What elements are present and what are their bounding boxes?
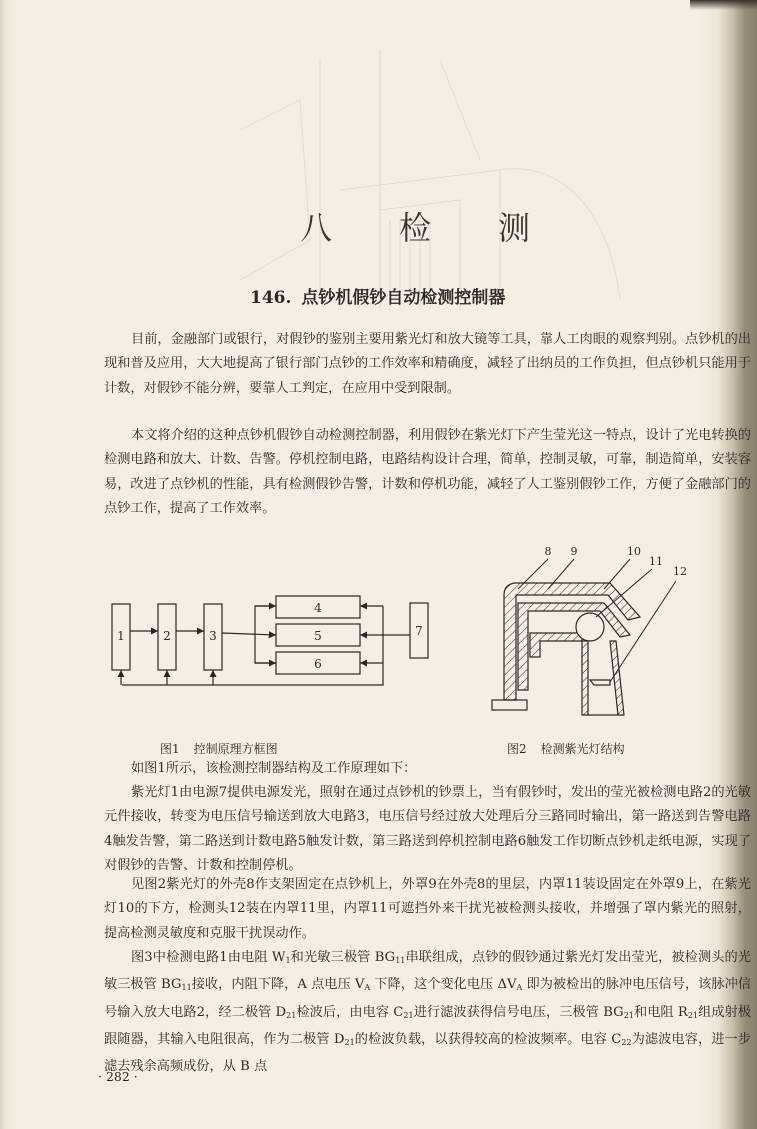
svg-text:7: 7 [415, 624, 423, 638]
svg-text:10: 10 [627, 545, 641, 558]
paragraph-intro: 目前，金融部门或银行，对假钞的鉴别主要用紫光灯和放大镜等工具，靠人工肉眼的观察判别。点钞机的出现和普及应用，大大地提高了银行部门点钞的工作效率和精确度，减轻了出纳员的工作负担，但点钞机只能用于计数，对假钞不能分辨，要靠人工判定，在应用中受到限制。 [104, 332, 751, 396]
figure2-lamp-structure [490, 545, 720, 725]
block-1-label: 1 [117, 629, 125, 643]
paragraph-lamp-structure: 见图2紫光灯的外壳8作支架固定在点钞机上，外罩9在外壳8的里层，内罩11装设固定在外罩9上，在紫光灯10的下方，检测头12装在内罩11里，内罩11可遮挡外来干扰光被检测头接收，并增强了罩内紫光的照射，提高检测灵敏度和克服干扰误动作。 [104, 877, 751, 941]
figure2-number: 图2 [507, 742, 527, 756]
paragraph-circuit-detail: 图3中检测电路1由电阻 $W_1$和光敏三极管 $BG_{11}$串联组成，点钞的假钞通过紫光灯发出莹光，被检测头的光敏三极管 $BG_{11}$接收，内阻下降，A 点电压 $V_A$ 下降，这个变化电压 $\Delta V_A$ 即为被检出的脉冲电压信号，该脉冲信号输入放大电路2，经二极管 $D_{21}$检波后，由电容 $C_{21}$进行滤波获得信号电压，三极管 $BG_{21}$和电阻 $R_{21}$组成射极跟随器，其输入电阻很高，作为二极管 $D_{21}$的检波负载，以获得较高的检波频率。电容 $C_{22}$为滤波电容，进一步滤去残余高频成份，从 B 点 [104, 950, 752, 1075]
paragraph-working-principle: 紫光灯1由电源7提供电源发光，照射在通过点钞机的钞票上，当有假钞时，发出的莹光被检测电路2的光敏元件接收，转变为电压信号输送到放大电路3，电压信号经过放大处理后分三路同时输出，第一路送到告警电路4触发告警，第二路送到计数电路5触发计数，第三路送到停机控制电路6触发工作切断点钞机走纸电源，实现了对假钞的告警、计数和控制停机。 [104, 785, 751, 873]
paragraph-figure1-intro: 如图1所示，该检测控制器结构及工作原理如下： [131, 761, 417, 776]
article-number: 146. [250, 288, 292, 308]
chapter-word-1: 检 [398, 209, 431, 247]
svg-text:6: 6 [314, 657, 322, 671]
block-3-label: 3 [209, 629, 217, 643]
background-sketch [240, 40, 640, 320]
article-title [250, 283, 505, 308]
chapter-word-2: 测 [497, 209, 530, 247]
svg-text:12: 12 [673, 565, 687, 578]
figure1-block-diagram [108, 592, 443, 692]
chapter-number: 八 [300, 209, 333, 247]
article-title-text: 点钞机假钞自动检测控制器 [301, 288, 506, 308]
block-2-label: 2 [163, 629, 171, 643]
figure1-number: 图1 [160, 742, 180, 756]
figure1-caption [160, 740, 278, 757]
svg-text:5: 5 [314, 629, 322, 643]
svg-text:8: 8 [544, 545, 552, 558]
svg-text:9: 9 [570, 545, 578, 558]
paragraph-overview: 本文将介绍的这种点钞机假钞自动检测控制器，利用假钞在紫光灯下产生莹光这一特点，设计了光电转换的检测电路和放大、计数、告警。停机控制电路，电路结构设计合理，简单，控制灵敏，可靠，制造简单，安装容易，改进了点钞机的性能，具有检测假钞告警，计数和停机功能，减轻了人工鉴别假钞工作，方便了金融部门的点钞工作，提高了工作效率。 [104, 428, 751, 516]
figure2-title: 检测紫光灯结构 [540, 742, 625, 756]
svg-text:11: 11 [649, 555, 663, 568]
page-number: · 282 · [98, 1069, 138, 1084]
svg-text:4: 4 [314, 601, 322, 615]
figure2-caption [507, 740, 625, 757]
page-edge-shadow [690, 0, 757, 10]
figure1-title: 控制原理方框图 [193, 742, 278, 756]
chapter-title [300, 203, 530, 249]
